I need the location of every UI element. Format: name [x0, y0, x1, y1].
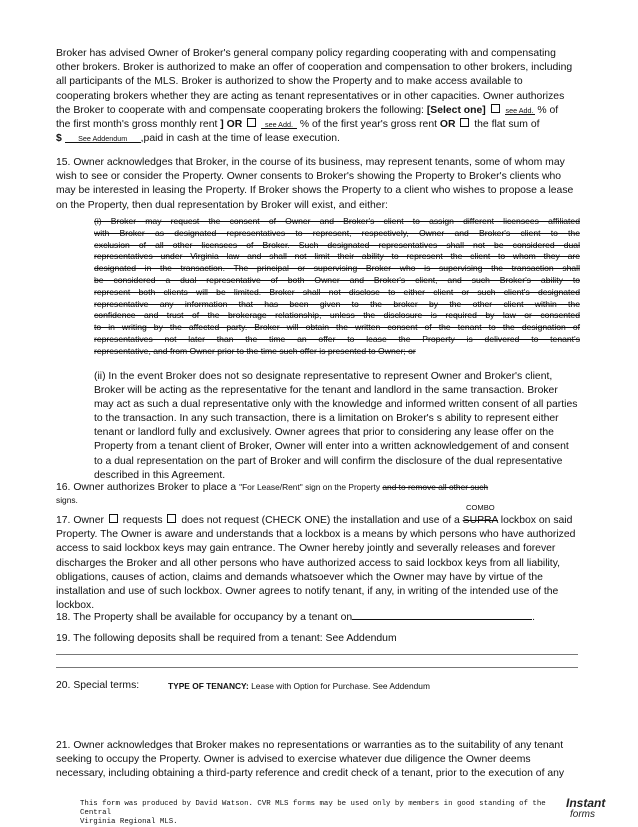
- option-i-line: designated in the transaction. The principal or supervising Broker who is supervising the transaction shall: [94, 263, 580, 274]
- option-ii-line: tenant or landlord fully and exclusively. Owner agrees that prior to considering any lease offer on the: [94, 427, 554, 439]
- s17-line-6: installation and use of such lockbox. Owner agrees to notify tenant, if any, in writing of the intended use of the: [56, 586, 559, 598]
- section-15: [56, 156, 584, 213]
- option-i-line: representatives not later than the time an offer to lease the Property is delivered to tenant's: [94, 333, 580, 344]
- section-16: [56, 480, 584, 506]
- checkbox-flat-sum[interactable]: [460, 118, 469, 127]
- checkbox-does-not-request[interactable]: [167, 514, 176, 523]
- option-ii-line: may act as such a dual representative only with the knowledge and informed written consent of all parties: [94, 399, 578, 411]
- option-ii-line: (ii) In the event Broker does not so designate representative to represent Owner and Broker's client,: [94, 371, 553, 382]
- logo-word-forms: forms: [570, 809, 595, 820]
- special-terms-label: 20. Special terms:: [56, 680, 140, 691]
- flat-sum-field[interactable]: See Addendum: [65, 132, 141, 143]
- s17-line-1: 17. Owner requests does not request (CHECK ONE) the installation and use of a SUPRA lockbox on said: [56, 515, 573, 526]
- instant-forms-logo: [566, 797, 630, 823]
- option-ii-line: described in this Agreement.: [94, 469, 226, 481]
- section-21: [56, 739, 584, 782]
- option-i-line: confidence and trust of the brokerage relationship, unless the disclosure is required by law or consented: [94, 310, 580, 321]
- logo-word-instant: Instant: [566, 796, 606, 810]
- section-15-option-i-struck: [94, 216, 580, 358]
- option-i-line: to in writing by the affected party. Broker will obtain the written consent of the tenant to the designation of: [94, 322, 580, 333]
- section-17: [56, 514, 584, 613]
- s15-line-2: wish to see or consider the Property. Owner consents to Broker's showing the Property to Broker's clients who: [56, 171, 562, 183]
- option-i-line: exclusion of all other licensees of Broker. Such designated representatives shall not be considered dual: [94, 239, 580, 250]
- s16-line-1: 16. Owner authorizes Broker to place a "For Lease/Rent" sign on the Property and to remove all other such: [56, 482, 489, 493]
- option-i-line: with Broker as designated representatives to represent, respectively, Owner and Broker's client to the: [94, 227, 580, 238]
- s17-line-5: obligations, causes of action, claims and demands whatsoever which the Owner may have by virtue of the: [56, 571, 543, 583]
- option-ii-line: Broker will be acting as the representative for the tenant and landlord in the same transaction. Broker: [94, 385, 558, 397]
- special-terms-value[interactable]: TYPE OF TENANCY: Lease with Option for Purchase. See Addendum: [168, 681, 430, 691]
- s17-line-7: lockbox.: [56, 600, 95, 612]
- s16-line-2: signs.: [56, 495, 78, 506]
- section-19: 19. The following deposits shall be required from a tenant: See Addendum: [56, 633, 397, 644]
- checkbox-requests[interactable]: [109, 514, 118, 523]
- section-15-option-ii: [94, 370, 584, 483]
- option-i-line: representative any information that has been given to the broker by the other client within the: [94, 298, 580, 309]
- select-one-label: [Select one]: [426, 104, 486, 116]
- s15-line-3: may be interested in leasing the Property. If Broker shows the Property to a client who wishes to propose a lease: [56, 185, 574, 197]
- option-i-line: be considered a dual representative of both Owner and Broker's client, and such Broker's ability to: [94, 274, 580, 285]
- s17-line-2: Property. The Owner is aware and understands that a lockbox is a means by which persons who have authorized: [56, 529, 576, 541]
- s14-line-6: the first month's gross monthly rent ] OR see Add. % of the first year's gross rent OR the flat sum of: [56, 119, 540, 131]
- monthly-percent-field[interactable]: see Add.: [505, 105, 534, 115]
- combo-label: COMBO: [466, 503, 495, 512]
- s14-line-1: Broker has advised Owner of Broker's general company policy regarding cooperating with and compensating: [56, 48, 556, 59]
- s14-line-7: $ See Addendum ,paid in cash at the time of lease execution.: [56, 133, 340, 145]
- struck-remove-signs: and to remove all other such: [382, 482, 489, 492]
- s14-line-2: other brokers. Broker is authorized to make an offer of cooperation and compensation to other brokers, including: [56, 62, 573, 74]
- s21-line-3: necessary, including obtaining a third-party reference and credit check of a tenant, prior to the execution of any: [56, 768, 565, 780]
- occupancy-date-field[interactable]: [352, 609, 532, 620]
- yearly-percent-field[interactable]: see Add.: [261, 118, 297, 129]
- option-i-line: representatives under Virginia law and shall not limit their ability to represent the client to whom they are: [94, 251, 580, 262]
- deposits-line-1[interactable]: [56, 654, 578, 655]
- option-i-line: (i) Broker may request the consent of Owner and Broker's client to assign different licensees affiliated: [94, 216, 580, 226]
- struck-supra: SUPRA: [462, 515, 498, 526]
- s17-line-4: discharges the Broker and all other persons who have authorized access to said lockbox keys from all liability,: [56, 557, 561, 569]
- form-footer-note: This form was produced by David Watson. CVR MLS forms may be used only by members in good standing of the Central Virginia Regional MLS.: [80, 800, 546, 826]
- s14-line-3: all participants of the MLS. Broker is authorized to show the Property and to make access available to: [56, 76, 523, 88]
- s14-line-5: the Broker to cooperate with and compensate cooperating brokers the following: [Select one] see Add. % of: [56, 104, 559, 116]
- s21-line-1: 21. Owner acknowledges that Broker makes no representations or warranties as to the suitability of any tenant: [56, 740, 564, 751]
- checkbox-percent-yearly[interactable]: [247, 118, 256, 127]
- section-14: [56, 47, 584, 146]
- s14-line-4: cooperating brokers whether they are acting as tenant representatives or in other capacities. Owner authorizes: [56, 90, 565, 102]
- s21-line-2: seeking to occupy the Property. Owner is advised to exercise whatever due diligence the Owner deems: [56, 754, 531, 766]
- deposits-line-2[interactable]: [56, 667, 578, 668]
- option-ii-line: to a dual representation on the part of Broker and will confirm the disclosure of the dual representative: [94, 455, 563, 467]
- option-ii-line: to the transaction. In any such transaction, there is a limitation on Broker's s ability to represent either: [94, 413, 559, 425]
- option-i-line: represent both clients will be limited. Broker shall not disclose to either client or such client's designated: [94, 286, 580, 297]
- s15-line-4: on the Property, then dual representation by Broker will exist, and either:: [56, 199, 388, 211]
- section-18: 18. The Property shall be available for occupancy by a tenant on .: [56, 609, 584, 625]
- checkbox-percent-monthly[interactable]: [491, 104, 500, 113]
- option-i-line: representative, and from Owner prior to the time such offer is presented to Owner; or: [94, 345, 416, 356]
- s15-line-1: 15. Owner acknowledges that Broker, in the course of its business, may represent tenants, some of whom may: [56, 157, 565, 168]
- option-ii-line: Property from a tenant client of Broker, Owner will enter into a written acknowledgement of and consent: [94, 441, 569, 453]
- s17-line-3: access to said lockbox keys may gain entrance. The Owner hereby jointly and severally releases and forever: [56, 543, 556, 555]
